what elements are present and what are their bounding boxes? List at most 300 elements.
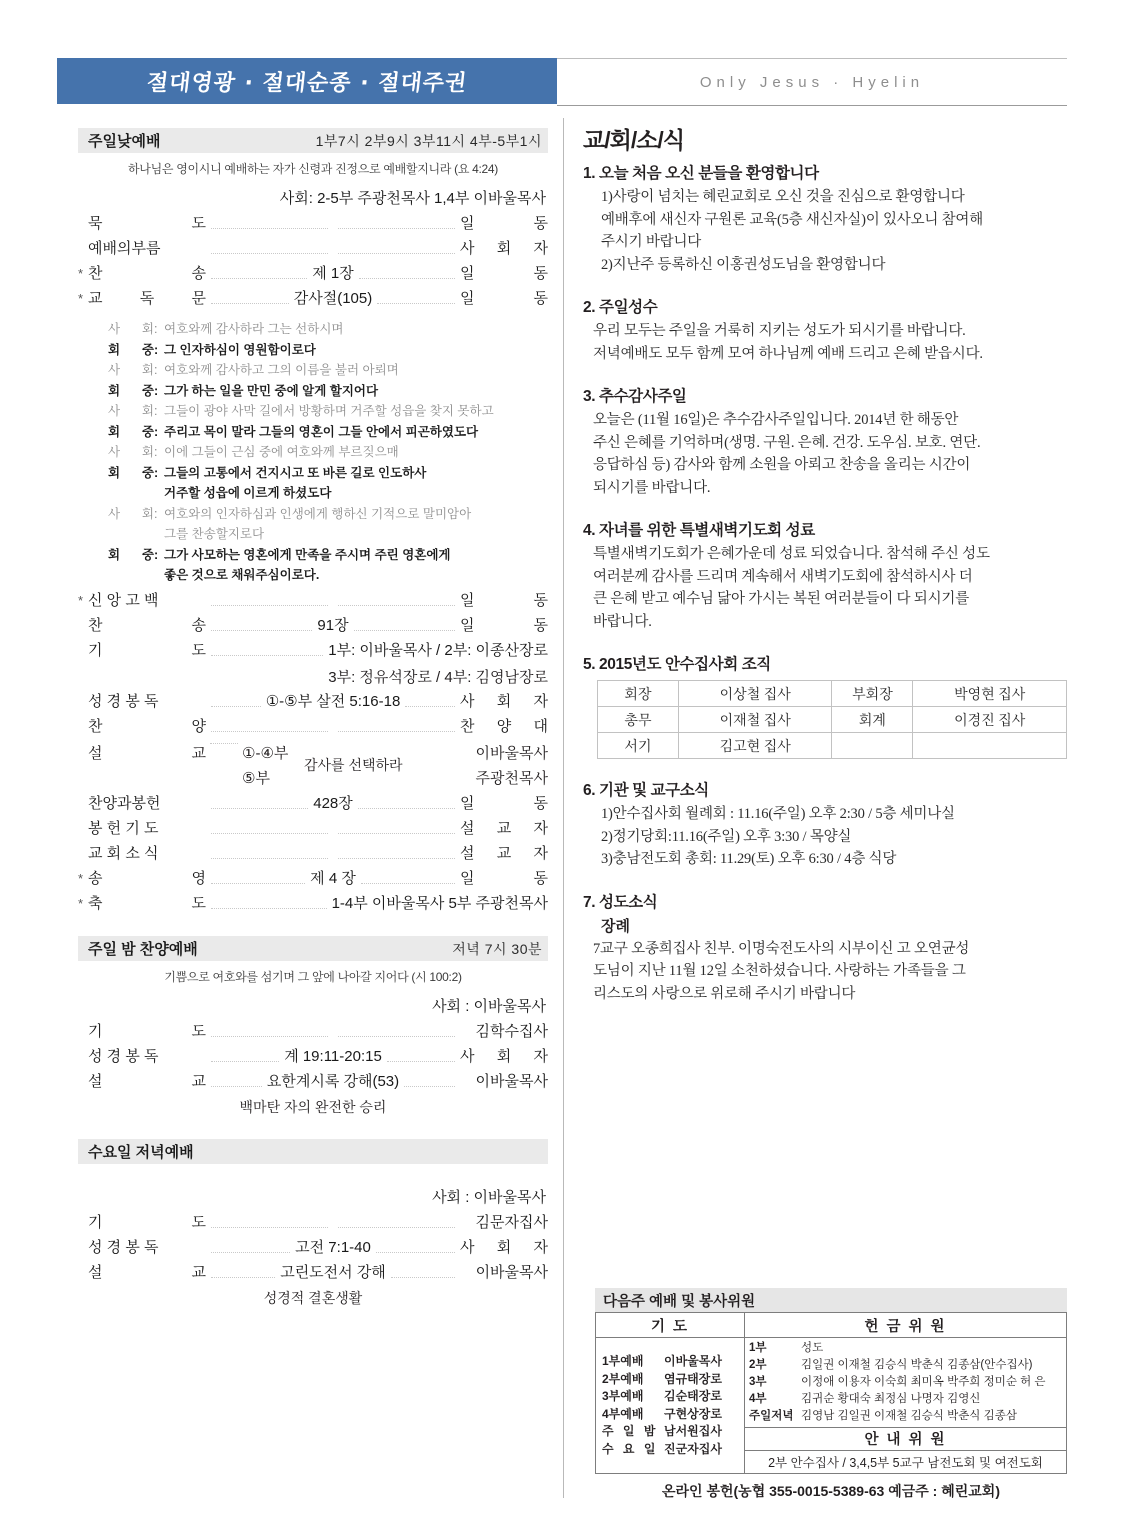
sunday-night-note: 백마탄 자의 완전한 승리 (239, 1099, 387, 1115)
section-header-sunday-night (78, 936, 548, 961)
offering-row (749, 1391, 1062, 1408)
speaker-part: 중 (141, 424, 154, 439)
news-line: 주시기 바랍니다 (601, 234, 702, 250)
order-label: 교 회 소 식 (88, 845, 159, 862)
order-mid: 계 19:11-20:15 (284, 1048, 382, 1065)
order-label: 찬양과봉헌 (88, 795, 161, 812)
speaker-part: 사 (108, 404, 121, 418)
responsive-text: 그를 찬송할지로다 (164, 527, 265, 541)
dot-leader (211, 604, 328, 606)
news-line: 우리 모두는 주일을 거룩히 지키는 성도가 되시기를 바랍니다. (593, 323, 966, 339)
org-name (913, 733, 1067, 759)
right-part: 일 (460, 870, 475, 887)
wednesday-lead: 사회 : 이바울목사 (432, 1189, 546, 1206)
colon: : (154, 404, 158, 418)
order-label (88, 1022, 206, 1042)
responsive-text: 여호와께 감사하고 그의 이름을 불러 아뢰며 (164, 363, 399, 377)
sunday-night-lead: 사회 : 이바울목사 (432, 998, 546, 1015)
speaker-part: 회 (141, 445, 154, 459)
order-row (78, 1022, 548, 1042)
news-item-3 (583, 384, 1083, 499)
label-part: 도 (191, 895, 206, 912)
label-part: 독 (139, 290, 155, 307)
speaker-part: 회 (108, 342, 121, 357)
right-part: 회 (496, 1048, 512, 1065)
responsive-line (108, 444, 548, 460)
right-part: 설 (460, 845, 475, 862)
speaker-part: 중 (141, 342, 154, 357)
responsive-line-cont (164, 526, 548, 542)
order-right (460, 794, 548, 814)
responsive-line (108, 547, 548, 563)
spacer (583, 877, 1083, 890)
org-name: 김고현 집사 (678, 733, 832, 759)
news-item-6 (583, 778, 1083, 871)
order-row (78, 844, 548, 864)
right-part: 동 (533, 795, 548, 812)
order-label (88, 1213, 206, 1233)
prayer-row (596, 1371, 744, 1389)
sunday-night-title: 주일 밤 찬양예배 (88, 941, 198, 958)
org-role: 서기 (598, 733, 679, 759)
order-mid: 428장 (313, 795, 353, 812)
order-right (460, 289, 548, 309)
news-heading: 5. 2015년도 안수집사회 조직 (583, 656, 771, 673)
label-part: 기 (88, 642, 103, 659)
news-line: 1)사랑이 넘치는 혜린교회로 오신 것을 진심으로 환영합니다 (601, 189, 965, 205)
colon: : (154, 322, 158, 336)
label-part: 도 (191, 642, 206, 659)
order-row (78, 239, 548, 259)
news-line: 2)지난주 등록하신 이홍권성도님을 환영합니다 (601, 256, 886, 273)
dot-leader (391, 1276, 455, 1278)
label-part: 영 (191, 870, 206, 887)
right-part: 사 (460, 240, 475, 257)
dot-leader (211, 1226, 328, 1228)
responsive-line (108, 321, 548, 337)
label-part: 설 (88, 745, 103, 762)
label-part: 기 (88, 1214, 103, 1231)
org-role (832, 733, 913, 759)
prayer-cell (596, 1338, 745, 1474)
label-part: 송 (191, 617, 206, 634)
offering-names: 이정애 이용자 이숙희 최미옥 박주희 정미순 허 은 (801, 1376, 1046, 1388)
news-line: 여러분께 감사를 드리며 계속해서 새벽기도회에 참석하시사 더 (593, 568, 973, 585)
prayer-service: 2부예배 (602, 1371, 644, 1386)
dot-leader (211, 629, 312, 631)
dot-leader (211, 1060, 279, 1062)
order-mid: 제 4 장 (310, 870, 356, 887)
order-row-scripture (78, 692, 548, 712)
responsive-text: 주리고 목이 말라 그들의 영혼이 그들 안에서 피곤하였도다 (164, 424, 479, 439)
order-row (78, 591, 548, 611)
news-line: 리스도의 사랑으로 위로해 주시기 바랍니다 (593, 985, 856, 1002)
table-row (598, 681, 1067, 707)
right-part: 동 (533, 617, 548, 634)
news-line: 특별새벽기도회가 은혜가운데 성료 되었습니다. 참석해 주신 성도 (593, 546, 990, 562)
responsive-text: 여호와께 감사하라 그는 선하시며 (164, 322, 344, 336)
offering-service: 2부 (749, 1359, 767, 1371)
sermon-parts (242, 742, 304, 788)
offering-names: 김귀순 황대숙 최정심 나명자 김영신 (801, 1393, 981, 1405)
offering-service: 1부 (749, 1342, 767, 1354)
right-part: 자 (533, 845, 548, 862)
slogan-text: 절대영광 · 절대순종 · 절대주권 (145, 70, 469, 96)
right-part: 일 (460, 265, 475, 282)
order-mid: 고린도전서 강해 (280, 1264, 386, 1281)
sunday-night-times: 저녁 7시 30분 (452, 940, 542, 957)
dot-leader (338, 1226, 455, 1228)
order-row (78, 1213, 548, 1233)
star-mark: * (78, 266, 84, 281)
colon: : (154, 342, 159, 357)
label-part: 문 (191, 290, 206, 307)
dot-leader (211, 277, 307, 279)
speaker-part: 중 (141, 383, 154, 398)
offering-row (749, 1374, 1062, 1391)
prayer-person: 진군자집사 (664, 1441, 722, 1456)
news-line: 주신 은혜를 기억하며(생명. 구원. 은혜. 건강. 도우심. 보호. 연단. (593, 434, 981, 451)
responsive-text: 그가 사모하는 영혼에게 만족을 주시며 주린 영혼에게 (164, 547, 451, 562)
right-part: 동 (533, 870, 549, 887)
colon: : (154, 547, 159, 562)
news-line: 저녁예배도 모두 함께 모여 하나님께 예배 드리고 은혜 받읍시다. (593, 345, 983, 362)
right-part: 사 (460, 693, 475, 710)
label-part: 찬 (88, 718, 103, 735)
online-offering: 온라인 봉헌(농협 355-0015-5389-63 예금주 : 혜린교회) (662, 1483, 1000, 1499)
order-row (78, 869, 548, 889)
speaker (108, 403, 154, 419)
order-row-benediction (78, 894, 548, 914)
order-label: 예배의부름 (88, 240, 161, 257)
responsive-line-cont (164, 485, 548, 501)
right-part: 찬 (460, 718, 475, 735)
star-mark: * (78, 896, 84, 911)
speaker-part: 회 (108, 547, 121, 562)
order-row (78, 616, 548, 636)
order-label (88, 616, 206, 636)
news-line: 바랍니다. (593, 613, 652, 630)
order-right (460, 869, 548, 889)
order-row (78, 819, 548, 839)
speaker-part: 사 (108, 363, 121, 377)
responsive-line (108, 383, 548, 399)
order-label (88, 641, 206, 661)
right-part: 회 (496, 693, 512, 710)
responsive-line (108, 342, 548, 358)
prayer-row (596, 1423, 744, 1441)
order-label (88, 1072, 206, 1092)
order-label (88, 894, 206, 914)
sunday-night-verse: 기쁨으로 여호와를 섬기며 그 앞에 나아갈 지어다 (시 100:2) (164, 970, 462, 984)
order-label: 성 경 봉 독 (88, 693, 159, 710)
order-row (78, 264, 548, 284)
dot-leader (338, 252, 455, 254)
news-heading: 6. 기관 및 교구소식 (583, 782, 709, 799)
dot-leader (404, 1085, 455, 1087)
dot-leader (211, 1251, 290, 1253)
responsive-text: 그가 하는 일을 만민 중에 알게 할지어다 (164, 383, 379, 398)
responsive-text: 그들의 고통에서 건지시고 또 바른 길로 인도하사 (164, 465, 427, 480)
news-line: 오늘은 (11월 16일)은 추수감사주일입니다. 2014년 한 해동안 (593, 412, 959, 428)
order-mid: 요한계시록 강해(53) (266, 1073, 400, 1090)
order-right (460, 591, 548, 611)
slogan-banner (57, 58, 557, 104)
dot-leader (354, 629, 455, 631)
label-part: 교 (88, 290, 103, 307)
right-part: 교 (496, 845, 512, 862)
speaker (108, 547, 154, 563)
org-role: 회장 (598, 681, 679, 707)
right-part: 동 (533, 265, 548, 282)
speaker-part: 회 (141, 363, 154, 377)
sermon-preacher-1: 이바울목사 (475, 745, 548, 762)
order-right (460, 844, 548, 864)
sermon-part-2: ⑤부 (242, 770, 270, 787)
order-right (460, 692, 548, 712)
news-title: 교/회/소/식 (583, 127, 685, 153)
order-label (88, 214, 206, 234)
news-line: 3)충남전도회 총회: 11.29(토) 오후 6:30 / 4층 식당 (601, 851, 897, 867)
news-line: 큰 은혜 받고 예수님 닮아 가시는 복된 여러분들이 다 되시기를 (593, 591, 969, 607)
right-part: 자 (533, 693, 549, 710)
org-name: 이재철 집사 (678, 707, 832, 733)
dot-leader (211, 882, 305, 884)
col-header-offering: 헌 금 위 원 (745, 1313, 1067, 1338)
dot-leader (211, 654, 323, 656)
speaker (108, 506, 154, 522)
sermon-preachers (454, 742, 548, 788)
order-row (78, 289, 548, 309)
order-right: 이바울목사 (475, 1264, 549, 1281)
news-line: 되시기를 바랍니다. (593, 479, 711, 496)
offering-row (749, 1357, 1062, 1374)
offering-names: 성도 (801, 1342, 824, 1354)
order-mid: 제 1장 (312, 265, 354, 282)
order-right (460, 264, 548, 284)
order-row (78, 1263, 548, 1283)
order-right (460, 1238, 548, 1258)
right-part: 일 (460, 592, 475, 609)
news-heading: 3. 추수감사주일 (583, 388, 687, 405)
guide-header: 안 내 위 원 (745, 1428, 1066, 1451)
order-mid: 고전 7:1-40 (295, 1239, 371, 1256)
responsive-line (108, 424, 548, 440)
right-part: 교 (496, 820, 512, 837)
sermon-title: 감사를 선택하라 (304, 757, 403, 773)
right-part: 회 (496, 1239, 512, 1256)
dot-leader (359, 277, 455, 279)
dot-leader (405, 705, 455, 707)
col-header-prayer: 기 도 (596, 1313, 745, 1338)
colon: : (154, 383, 159, 398)
sermon-block (78, 742, 548, 788)
column-divider (563, 118, 564, 1498)
dot-leader (211, 252, 328, 254)
prayer-row (596, 1388, 744, 1406)
speaker (108, 321, 154, 337)
order-right (460, 1047, 548, 1067)
label-part: 기 (88, 1023, 103, 1040)
prayer-person: 이바울목사 (664, 1354, 722, 1368)
news-heading: 4. 자녀를 위한 특별새벽기도회 성료 (583, 522, 815, 539)
responsive-text: 이에 그들이 근심 중에 여호와께 부르짖으매 (164, 445, 399, 459)
news-item-4 (583, 518, 1083, 633)
news-line: 예배후에 새신자 구원론 교육(5층 새신자실)이 있사오니 참여해 (601, 211, 984, 228)
scripture-ref: ①-⑤부 살전 5:16-18 (265, 693, 401, 710)
right-part: 일 (460, 795, 475, 812)
section-header-sunday-day (78, 128, 548, 153)
dot-leader (338, 730, 455, 732)
order-label: 성 경 봉 독 (88, 1048, 159, 1065)
news-item-7 (583, 890, 1083, 1006)
news-item-5 (583, 652, 1083, 759)
label-part: 도 (191, 215, 206, 232)
right-part: 동 (533, 592, 548, 609)
right-part: 동 (533, 215, 548, 232)
table-row (596, 1338, 1067, 1428)
speaker (108, 424, 154, 440)
offering-service: 주일저녁 (749, 1410, 794, 1422)
speaker-part: 회 (141, 322, 154, 336)
order-row (78, 214, 548, 234)
speaker-part: 회 (108, 383, 121, 398)
responsive-line (108, 506, 548, 522)
org-name: 박영현 집사 (913, 681, 1067, 707)
org-name: 이경진 집사 (913, 707, 1067, 733)
offering-names: 김영남 김일권 이재철 김승식 박춘식 김종삼 (801, 1410, 1017, 1422)
news-heading: 7. 성도소식 (583, 893, 658, 911)
prayer-person: 김순태장로 (664, 1389, 722, 1403)
dot-leader (211, 227, 328, 229)
right-part: 사 (460, 1048, 475, 1065)
responsive-line-cont (164, 567, 548, 583)
responsive-line (108, 403, 548, 419)
dot-leader (358, 807, 455, 809)
speaker (108, 444, 154, 460)
order-label (88, 264, 206, 284)
prayer-person: 염규태장로 (664, 1371, 722, 1386)
prayer-person: 구현상장로 (664, 1406, 722, 1421)
prayer-row (596, 1353, 744, 1371)
sunday-day-lead: 사회: 2-5부 주광천목사 1,4부 이바울목사 (279, 190, 546, 207)
label-part: 설 (88, 1264, 103, 1281)
star-mark: * (78, 291, 84, 306)
news-line: 7교구 오종희집사 친부. 이명숙전도사의 시부이신 고 오연균성 (593, 940, 970, 957)
responsive-text: 거주할 성읍에 이르게 하셨도다 (164, 486, 332, 500)
sermon-part-1: ①-④부 (242, 745, 289, 762)
org-role: 회계 (832, 707, 913, 733)
label-part: 송 (191, 265, 206, 282)
spacer (583, 505, 1083, 518)
dot-leader (387, 1060, 455, 1062)
committee-heading: 다음주 예배 및 봉사위원 (595, 1288, 1067, 1312)
brand-text: Only Jesus · Hyelin (699, 73, 925, 91)
order-mid: 감사절(105) (293, 290, 373, 307)
label-part: 축 (88, 895, 103, 912)
benediction-text: 1-4부 이바울목사 5부 주광천목사 (331, 895, 548, 912)
speaker (108, 465, 154, 481)
dot-leader (211, 730, 328, 732)
sunday-day-times: 1부7시 2부9시 3부11시 4부-5부1시 (315, 132, 542, 149)
order-label (88, 717, 206, 737)
spacer (583, 765, 1083, 778)
speaker-part: 중 (141, 547, 154, 562)
label-part: 교 (191, 1073, 206, 1090)
offering-row (749, 1408, 1062, 1425)
deacon-org-table (597, 680, 1067, 759)
order-row (78, 1072, 548, 1092)
speaker (108, 362, 154, 378)
speaker-part: 사 (108, 322, 121, 336)
spacer (583, 282, 1083, 295)
speaker-part: 사 (108, 506, 121, 521)
speaker (108, 383, 154, 399)
dot-leader (338, 857, 455, 859)
right-part: 자 (533, 820, 548, 837)
prayer-row (596, 1441, 744, 1459)
table-row (596, 1313, 1067, 1338)
news-heading: 2. 주일성수 (583, 299, 658, 316)
sermon-preacher-2: 주광천목사 (475, 770, 548, 787)
order-right: 이바울목사 (475, 1073, 548, 1090)
guide-cell (745, 1428, 1067, 1474)
prayer-service: 4부예배 (602, 1406, 644, 1421)
org-role: 부회장 (832, 681, 913, 707)
responsive-line (108, 362, 548, 378)
news-item-1 (583, 161, 1083, 276)
right-part: 양 (496, 718, 512, 735)
news-line: 1)안수집사회 월례회 : 11.16(주일) 오후 2:30 / 5층 세미나실 (601, 806, 955, 822)
org-role: 총무 (598, 707, 679, 733)
dot-leader (361, 882, 455, 884)
order-row-prayer (78, 641, 548, 661)
speaker-part: 회 (108, 465, 121, 480)
dot-leader (210, 742, 238, 744)
prayer-service: 주 일 밤 (602, 1424, 659, 1438)
prayer-line-2: 3부: 정유석장로 / 4부: 김영남장로 (328, 669, 548, 686)
speaker-part: 회 (141, 506, 154, 521)
header-brand (557, 58, 1067, 106)
order-mid: 91장 (317, 617, 349, 634)
order-label (88, 869, 206, 889)
colon: : (154, 445, 158, 459)
right-part: 일 (460, 215, 475, 232)
order-label (88, 1263, 206, 1283)
dot-leader (211, 1276, 275, 1278)
order-right (460, 239, 548, 259)
prayer-service: 3부예배 (602, 1389, 644, 1403)
order-row (78, 794, 548, 814)
offering-service: 4부 (749, 1393, 767, 1405)
label-part: 양 (191, 718, 206, 735)
prayer-row (596, 1406, 744, 1424)
order-right (460, 616, 548, 636)
order-row (78, 1238, 548, 1258)
label-part: 교 (191, 745, 206, 762)
news-line: 응답하심 등) 감사와 함께 소원을 아뢰고 찬송을 올리는 시간이 (593, 457, 971, 473)
news-line: 도님이 지난 11월 12일 소천하셨습니다. 사랑하는 가족들을 그 (593, 963, 966, 979)
sermon-label (88, 742, 206, 763)
colon: : (154, 506, 158, 521)
section-header-wednesday (78, 1139, 548, 1164)
star-mark: * (78, 593, 84, 608)
speaker-part: 회 (108, 424, 121, 439)
offering-row (749, 1340, 1062, 1357)
prayer-person: 남서원집사 (664, 1424, 722, 1438)
star-mark: * (78, 871, 84, 886)
sunday-day-title: 주일낮예배 (88, 133, 161, 150)
